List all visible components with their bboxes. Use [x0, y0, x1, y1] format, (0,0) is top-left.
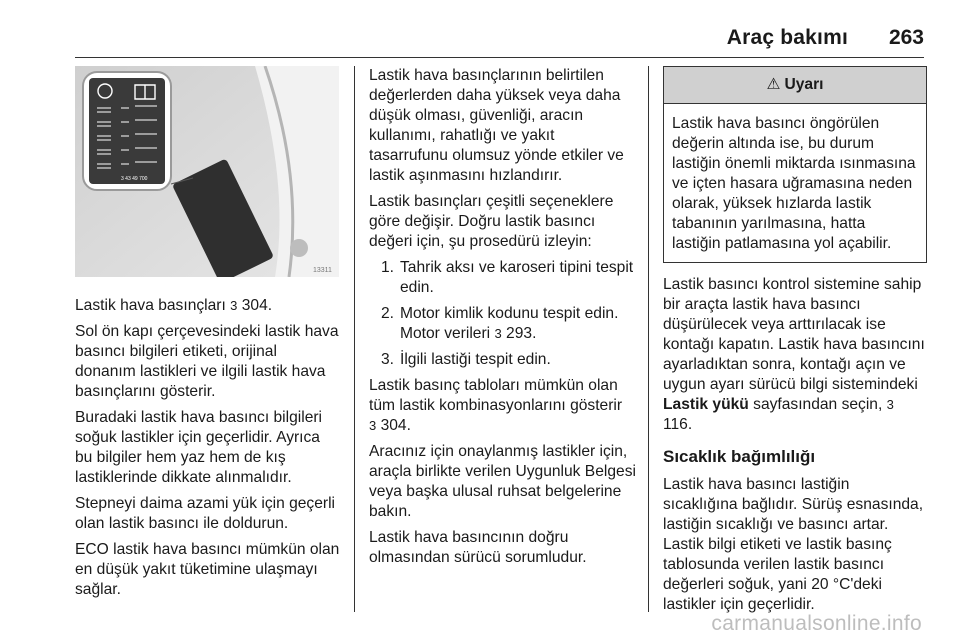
- paragraph: ECO lastik hava basıncı mümkün olan en düşük yakıt tüketimine ulaşmayı sağlar.: [75, 541, 340, 598]
- column-1: [75, 66, 341, 606]
- column-2: [369, 66, 637, 574]
- page-ref-link[interactable]: 304.: [380, 417, 411, 434]
- paragraph: Lastik basınç tabloları mümkün olan tüm lastik kombinasyonlarını gösterir 3 304.: [369, 377, 623, 434]
- menu-term: Lastik yükü: [663, 396, 749, 413]
- page-ref-link[interactable]: 304.: [241, 297, 273, 314]
- section-title: Araç bakımı: [726, 26, 848, 49]
- column-3: [663, 66, 927, 621]
- page-ref-link[interactable]: 293.: [506, 325, 537, 342]
- column-divider-2: [648, 66, 649, 612]
- page-header: [0, 0, 960, 58]
- figure-code: 13311: [313, 267, 332, 274]
- reference-arrow-icon: 3: [369, 418, 377, 433]
- page-number: 263: [888, 26, 924, 49]
- paragraph: Lastik hava basıncının doğru olmasından sürücü sorumludur.: [369, 529, 587, 566]
- reference-arrow-icon: 3: [230, 298, 238, 313]
- page-ref-link[interactable]: 116.: [663, 416, 693, 433]
- door-frame-illustration: [75, 66, 339, 277]
- header-rule: [75, 57, 924, 58]
- paragraph: Lastik basınçları çeşitli seçeneklere göre değişir. Doğru lastik basıncı değeri için, şu prosedürü izleyin:: [369, 193, 614, 250]
- paragraph: Stepneyi daima azami yük için geçerli olan lastik basıncı ile doldurun.: [75, 495, 336, 532]
- paragraph: Lastik hava basıncı lastiğin sıcaklığına bağlıdır. Sürüş esnasında, lastiğin sıcaklığı ve basıncı artar. Lastik bilgi etiketi ve lastik basınç tablosunda verilen lastik basıncı değerleri soğuk, yani 20 °C'deki lastikler için geçerlidir.: [663, 476, 924, 613]
- warning-header: [664, 67, 926, 104]
- reference-arrow-icon: 3: [494, 326, 502, 341]
- warning-text: Lastik hava basıncı öngörülen değerin altında ise, bu durum lastiğin önemli miktarda ısınmasına ve içten hasara uğramasına neden olarak, yüksek hızlarda lastik tabanının yarılmasına, hatta lastiğin patlamasına yol açabilir.: [672, 115, 916, 252]
- section-heading: Sıcaklık bağımlılığı: [663, 447, 816, 466]
- warning-triangle-icon: ⚠: [766, 76, 781, 93]
- tire-pressure-label-figure: [75, 66, 339, 277]
- list-item: 3. İlgili lastiği tespit edin.: [380, 351, 551, 368]
- list-item: 1. Tahrik aksı ve karoseri tipini tespit edin.: [380, 259, 634, 296]
- warning-title: Uyarı: [784, 76, 824, 93]
- paragraph: Aracınız için onaylanmış lastikler için, araçla birlikte verilen Uygunluk Belgesi veya başka ulusal ruhsat belgelerine bakın.: [369, 443, 636, 520]
- warning-box: [663, 66, 927, 263]
- paragraph: Lastik basıncı kontrol sistemine sahip bir araçta lastik hava basıncı düşürülecek veya arttırılacak ise kontağı kapatın. Lastik hava basıncını ayarladıktan sonra, kontağı açın ve uygun ayarı sürücü bilgi sistemindeki Lastik yükü sayfasından seçin, 3 116.: [663, 276, 925, 433]
- reference-arrow-icon: 3: [886, 397, 894, 412]
- svg-text:3 43 49 700: 3 43 49 700: [121, 176, 148, 182]
- ref-paragraph: Lastik hava basınçları 3 304.: [75, 297, 273, 314]
- column-divider-1: [354, 66, 355, 612]
- list-item: 2. Motor kimlik kodunu tespit edin. Motor verileri 3 293.: [380, 305, 619, 342]
- paragraph: Sol ön kapı çerçevesindeki lastik hava basıncı bilgileri etiketi, orijinal donanım lastikleri ve ilgili lastik hava basınçlarını gösterir.: [75, 323, 339, 400]
- procedure-list: [369, 258, 637, 370]
- watermark: carmanualsonline.info: [711, 612, 922, 635]
- paragraph: Buradaki lastik hava basıncı bilgileri soğuk lastikler için geçerlidir. Ayrıca bu bilgiler hem yaz hem de kış lastiklerinde dikkate alınmalıdır.: [75, 409, 323, 486]
- paragraph: Lastik hava basınçlarının belirtilen değerlerden daha yüksek veya daha düşük olması, güvenliği, aracın kullanımı, rahatlığı ve yakıt tasarrufunu olumsuz yönde etkiler ve lastik aşınmasını hızlandırır.: [369, 67, 624, 184]
